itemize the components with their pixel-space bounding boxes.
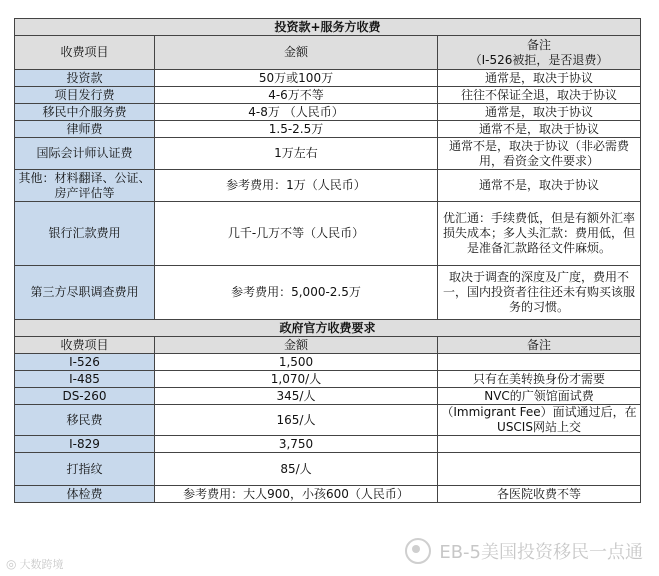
fee-note xyxy=(438,453,641,486)
table-row xyxy=(15,36,641,70)
fee-item: 打指纹 xyxy=(15,453,155,486)
watermark-right xyxy=(405,538,643,564)
fee-note: 通常不是，取决于协议 xyxy=(438,170,641,202)
table-row xyxy=(15,486,641,503)
fee-note: 通常不是，取决于协议（非必需费用，看资金文件要求） xyxy=(438,138,641,170)
fee-note: 取决于调查的深度及广度，费用不一，国内投资者往往还未有购买该服务的习惯。 xyxy=(438,266,641,320)
logo-mark-icon: ◎ xyxy=(6,557,17,571)
fee-amount: 1万左右 xyxy=(155,138,438,170)
table-row xyxy=(15,138,641,170)
fee-amount: 参考费用：5,000-2.5万 xyxy=(155,266,438,320)
fee-amount: 1.5-2.5万 xyxy=(155,121,438,138)
table-row xyxy=(15,19,641,36)
fee-amount: 50万或100万 xyxy=(155,70,438,87)
fee-amount: 几千-几万不等（人民币） xyxy=(155,202,438,266)
fee-note: 通常是，取决于协议 xyxy=(438,70,641,87)
watermark-left-text: 大数跨境 xyxy=(19,558,64,571)
fee-table xyxy=(14,18,641,503)
fee-amount: 1,070/人 xyxy=(155,371,438,388)
table-row xyxy=(15,337,641,354)
wechat-icon xyxy=(405,538,431,564)
table-row xyxy=(15,453,641,486)
table-row xyxy=(15,170,641,202)
fee-note: 往往不保证全退，取决于协议 xyxy=(438,87,641,104)
fee-item: 第三方尽职调查费用 xyxy=(15,266,155,320)
fee-item: I-829 xyxy=(15,436,155,453)
fee-note: 优汇通：手续费低，但是有额外汇率损失成本；多人头汇款：费用低，但是准备汇款路径文件麻烦。 xyxy=(438,202,641,266)
fee-item: 其他：材料翻译、公证、房产评估等 xyxy=(15,170,155,202)
fee-amount: 345/人 xyxy=(155,388,438,405)
table-row xyxy=(15,405,641,436)
fee-note: 各医院收费不等 xyxy=(438,486,641,503)
fee-item: 体检费 xyxy=(15,486,155,503)
fee-item: I-526 xyxy=(15,354,155,371)
column-header-amount: 金额 xyxy=(155,36,438,70)
table-row xyxy=(15,70,641,87)
fee-item: DS-260 xyxy=(15,388,155,405)
table-row xyxy=(15,436,641,453)
section-title: 投资款+服务方收费 xyxy=(15,19,641,36)
table-row xyxy=(15,371,641,388)
table-row xyxy=(15,388,641,405)
section-title: 政府官方收费要求 xyxy=(15,320,641,337)
fee-item: 项目发行费 xyxy=(15,87,155,104)
column-header-item: 收费项目 xyxy=(15,36,155,70)
column-header-amount: 金额 xyxy=(155,337,438,354)
fee-note: NVC的广领馆面试费 xyxy=(438,388,641,405)
fee-item: 投资款 xyxy=(15,70,155,87)
table-row xyxy=(15,320,641,337)
column-header-note xyxy=(438,36,641,70)
fee-item: 银行汇款费用 xyxy=(15,202,155,266)
column-header-note-line1: 备注 xyxy=(527,37,552,52)
table-row xyxy=(15,266,641,320)
fee-item: 律师费 xyxy=(15,121,155,138)
fee-note: 只有在美转换身份才需要 xyxy=(438,371,641,388)
fee-amount: 4-6万不等 xyxy=(155,87,438,104)
table-row xyxy=(15,104,641,121)
fee-note xyxy=(438,436,641,453)
watermark-right-text: EB-5美国投资移民一点通 xyxy=(439,542,643,563)
column-header-item: 收费项目 xyxy=(15,337,155,354)
fee-table-body xyxy=(15,19,641,503)
table-row xyxy=(15,202,641,266)
fee-note xyxy=(438,354,641,371)
watermark-left xyxy=(6,556,63,572)
fee-amount: 3,750 xyxy=(155,436,438,453)
fee-item: 移民中介服务费 xyxy=(15,104,155,121)
table-row xyxy=(15,354,641,371)
fee-note: 通常是，取决于协议 xyxy=(438,104,641,121)
table-row xyxy=(15,121,641,138)
fee-note: （Immigrant Fee）面试通过后，在USCIS网站上交 xyxy=(438,405,641,436)
fee-item: 移民费 xyxy=(15,405,155,436)
fee-note: 通常不是，取决于协议 xyxy=(438,121,641,138)
fee-amount: 参考费用：1万（人民币） xyxy=(155,170,438,202)
fee-amount: 4-8万 （人民币） xyxy=(155,104,438,121)
fee-amount: 85/人 xyxy=(155,453,438,486)
fee-amount: 165/人 xyxy=(155,405,438,436)
column-header-note-line2: （I-526被拒，是否退费） xyxy=(469,52,609,67)
fee-item: 国际会计师认证费 xyxy=(15,138,155,170)
watermark xyxy=(0,528,659,576)
table-row xyxy=(15,87,641,104)
fee-item: I-485 xyxy=(15,371,155,388)
fee-amount: 参考费用：大人900，小孩600（人民币） xyxy=(155,486,438,503)
column-header-note: 备注 xyxy=(438,337,641,354)
fee-amount: 1,500 xyxy=(155,354,438,371)
